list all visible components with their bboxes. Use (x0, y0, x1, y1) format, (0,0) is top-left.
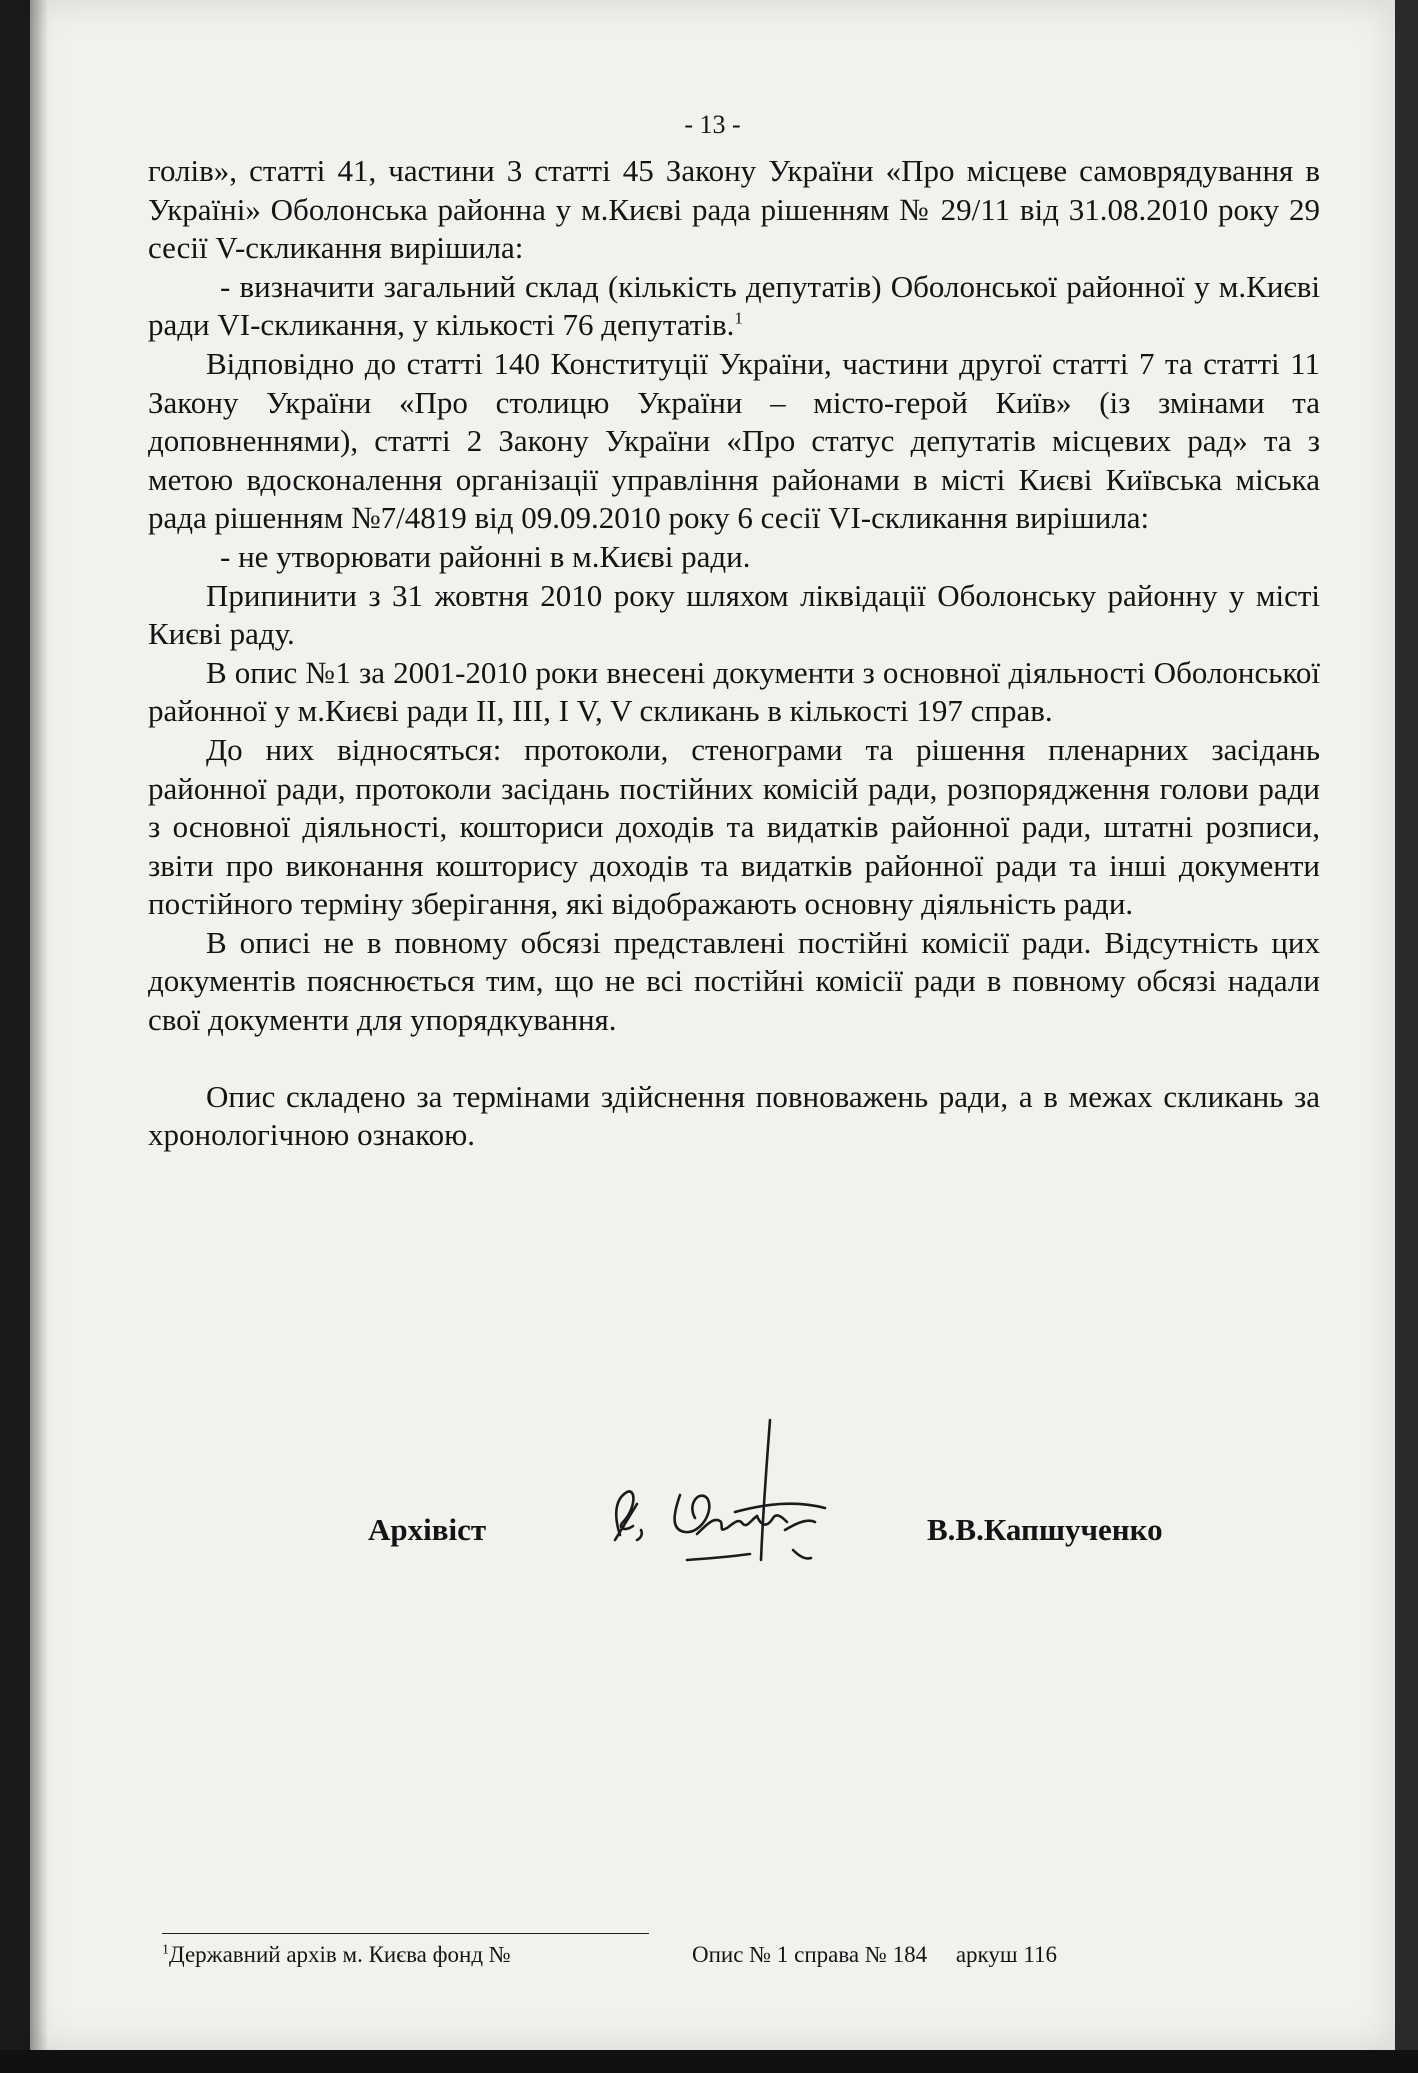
signatory-title: Архівіст (368, 1512, 487, 1547)
footnote-reference: 1 (734, 309, 743, 329)
footnote-source: Державний архів м. Києва фонд № (169, 1942, 511, 1967)
footnote (162, 1942, 1162, 1968)
handwritten-signature (575, 1400, 855, 1580)
footnote-divider (162, 1933, 649, 1934)
paragraph-list-item: - не утворювати районні в м.Києві ради. (220, 538, 751, 574)
footnote-marker: 1 (162, 1942, 169, 1958)
paragraph: Відповідно до статті 140 Конституції України, частини другої статті 7 та статті 11 Закону України «Про столицю України – місто-герой Київ» (із змінами та доповненнями), статті 2 Закону України «Про статус депутатів місцевих рад» та з метою вдосконалення організації управління районами в місті Києві Київська міська рада рішенням №7/4819 від 09.09.2010 року 6 сесії VI-скликання вирішила: (148, 345, 1320, 536)
paragraph-list-item (148, 268, 1320, 345)
document-page (30, 0, 1395, 2050)
page-number: - 13 - (684, 110, 741, 139)
paragraph: В опис №1 за 2001-2010 роки внесені документи з основної діяльності Оболонської районної у м.Києві ради ІІ, ІІІ, І V, V скликань в кількості 197 справ. (148, 654, 1320, 729)
scan-right-edge (1395, 0, 1418, 2073)
paragraph: До них відносяться: протоколи, стенограми та рішення пленарних засідань районної ради, протоколи засідань постійних комісій ради, розпорядження голови ради з основної діяльності, кошториси доходів та видатків районної ради, штатні розписи, звіти про виконання кошторису доходів та видатків районної ради та інші документи постійного терміну зберігання, які відображають основну діяльність ради. (148, 731, 1320, 922)
signatory-name: В.В.Капшученко (927, 1512, 1163, 1547)
paragraph-text: - визначити загальний склад (кількість депутатів) Оболонської районної у м.Києві ради VI-скликання, у кількості 76 депутатів. (148, 268, 1320, 343)
page-left-shadow (30, 0, 48, 2050)
paragraph: Припинити з 31 жовтня 2010 року шляхом ліквідації Оболонську районну у місті Києві раду. (148, 577, 1320, 652)
document-body (148, 152, 1320, 1155)
signature-block (30, 1400, 1395, 1600)
paragraph: Опис складено за термінами здійснення повноважень ради, а в межах скликань за хронологічною ознакою. (148, 1078, 1320, 1153)
footnote-reference-details: Опис № 1 справа № 184 аркуш 116 (692, 1942, 1057, 1967)
scan-bottom-edge (0, 2050, 1418, 2073)
paragraph: В описі не в повному обсязі представлені постійні комісії ради. Відсутність цих документів пояснюється тим, що не всі постійні комісії ради в повному обсязі надали свої документи для упорядкування. (148, 924, 1320, 1038)
paragraph: голів», статті 41, частини 3 статті 45 Закону України «Про місцеве самоврядування в Україні» Оболонська районна у м.Києві рада рішенням № 29/11 від 31.08.2010 року 29 сесії V-скликання вирішила: (148, 153, 1320, 266)
